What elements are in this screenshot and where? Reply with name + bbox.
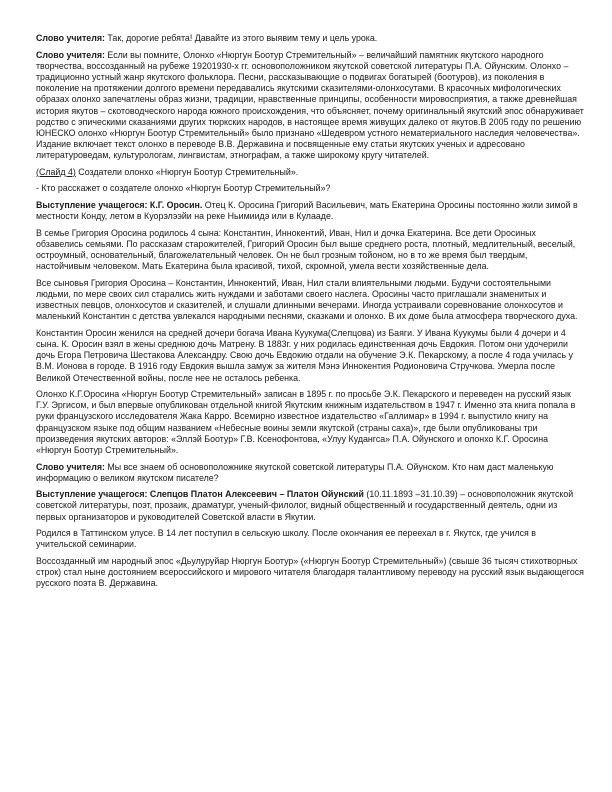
paragraph-text: Воссозданный им народный эпос «Дьулуруйар Нюргун Боотур» («Нюргун Боотур Стремительный») (свыше 36 тысяч стихотворных строк) стал ныне достоянием всероссийского и мирового читателя благодаря талантливому переводу на русский язык выдающегося русского поэта В. Державина. <box>36 555 584 589</box>
paragraph-text: (10.11.1893 –31.10.39) – основоположник якутской советской литературы, поэт, прозаик, драматург, ученый-филолог, видный общественный и государственный деятель, одни из первых организаторов и руководителей Советской власти в Якутии. <box>36 489 574 522</box>
speaker-label: Выступление учащегося: К.Г. Оросин. <box>36 199 203 210</box>
paragraph-text: - Кто расскажет о создателе олонхо «Нюргун Боотур Стремительный»? <box>36 183 331 194</box>
speaker-label: Слово учителя: <box>36 33 105 43</box>
paragraph-text: Мы все знаем об основоположнике якутской советской литературы П.А. Ойунском. Кто нам даст маленькую информацию о великом якутском писателе? <box>36 461 554 483</box>
slide-4-link[interactable]: (Слайд 4) <box>36 166 76 177</box>
paragraph-oyunsky-birth <box>36 528 584 550</box>
paragraph-slide-4 <box>36 167 584 178</box>
paragraph-orosin-sons <box>36 278 584 323</box>
paragraph-olonkho-publication <box>36 389 584 456</box>
paragraph-text: Олонхо К.Г.Оросина «Нюргун Боотур Стремительный» записан в 1895 г. по просьбе Э.К. Пекарского и переведен на русский язык Г.У. Эргисом, и был впервые опубликован отдельной книгой Якутским книжным издательством в 1947 г. Именно эта книга попала в руки французского исследователя Жака Карро. Всемирно известное издательство «Галлимар» в 1994 г. выпустило книгу на французском языке под общим названием «Небесные воины земли якутской (страны саха)», где были опубликованы три произведения якутских авторов: «Эллэй Боотур» Г.В. Ксенофонтова, «Улуу Кудангса» П.А. Ойунского и олонхо К.Г. Оросина «Нюргун Боотур Стремительный». <box>36 389 576 456</box>
speaker-label: Слово учителя: <box>36 49 105 60</box>
paragraph-text: В семье Григория Оросина родилось 4 сына: Константин, Иннокентий, Иван, Нил и дочка Екатерина. Все дети Оросиных обзавелись семьями. По рассказам старожителей, Григорий Оросин был выше среднего роста, плотный, медлительный, веселый, остроумный, основательный, благожелательный человек. Он не был грозным тойоном, но в то же время был твердым, настойчивым человеком. Мать Екатерина была красивой, тихой, скромной, умела вести хозяйственные дела. <box>36 227 576 272</box>
paragraph-question <box>36 183 584 194</box>
paragraph-olonkho-overview <box>36 50 584 162</box>
paragraph-text: Константин Оросин женился на средней дочери богача Ивана Куукума(Слепцова) из Баяги. У Ивана Куукумы были 4 дочери и 4 сына. К. Оросин взял в жены среднюю дочь Матрену. В 1883г. у них родилась единственная дочь Евдокия. Потом они удочерили дочь Егора Петровича Шестакова Александру. Свою дочь Евдокию отдали на обучение Э.К. Пекарскому, а после 4 года училась у В.М. Ионова в городе. В 1916 году Евдокия вышла замуж за жителя Мэнэ Иннокентия Родионовича Стручкова. Умерла после Великой Отечественной войны, после нее не осталось ребенка. <box>36 327 573 383</box>
paragraph-oyunsky-epos <box>36 556 584 590</box>
document-page <box>36 33 584 595</box>
paragraph-text: Все сыновья Григория Оросина – Константин, Иннокентий, Иван, Нил стали влиятельными людьми. Будучи состоятельными людьми, по мере своих сил старались жить нуждами и заботами своего наслега. Оросины часто приглашали знаменитых и известных певцов, олонхосутов и сказителей, и слушали длинными вечерами. Иногда устраивали соревнование олонхосутов и маленький Константин с детства увлекался народными песнями, сказками и олонхо. В их доме была атмосфера творческого духа. <box>36 277 578 322</box>
paragraph-text: Если вы помните, Олонхо «Нюргун Боотур Стремительный» – величайший памятник якутского народного творчества, воссозданный на рубеже 19201930-х гг. основоположником якутской советской литературы П.А. Ойунским. Олонхо – традиционно устный жанр якутского фольклора. Песни, рассказывающие о подвигах богатырей (боотуров), из поколения в поколение на протяжении долгого времени передавались якутскими сказителями-олонхосутами. В красочных мифологических образах олонхо запечатлены образ жизни, традиции, нравственные принципы, особенности мировосприятия, а также древнейшая история якутов – скотоводческого народа южного происхождения, что объясняет, почему оригинальный якутский эпос обнаруживает родство с эпическими сказаниями других тюркских народов, в настоящее время живущих далеко от якутов.В 2005 году по решению ЮНЕСКО олонхо «Нюргун Боотур Стремительный» было признано «Шедевром устного нематериального наследия человечества». Издание включает текст олонхо в переводе В.В. Державина и посвященные ему статьи якутских ученых и адресовано литературоведам, культурологам, лингвистам, этнографам, а также широкому кругу читателей. <box>36 49 584 161</box>
paragraph-orosin-family <box>36 228 584 273</box>
paragraph-student-oyunsky <box>36 489 584 523</box>
paragraph-text: Родился в Таттинском улусе. В 14 лет поступил в сельскую школу. После окончания ее переехал в г. Якутск, где учился в учительской семинарии. <box>36 528 536 550</box>
speaker-label: Слово учителя: <box>36 461 105 472</box>
paragraph-text: Отец К. Оросина Григорий Васильевич, мать Екатерина Оросины постоянно жили зимой в местности Конду, летом в Куорэлээйи на реке Ньимиидэ или в Кулааде. <box>36 199 578 222</box>
speaker-label: Выступление учащегося: Слепцов Платон Алексеевич – Платон Ойунский <box>36 489 364 500</box>
paragraph-text: Создатели олонхо «Нюргун Боотур Стремительный». <box>75 166 299 177</box>
paragraph-student-orosin <box>36 200 584 222</box>
paragraph-teacher-oyunsky <box>36 462 584 484</box>
paragraph-orosin-marriage <box>36 328 584 384</box>
paragraph-teacher-intro <box>36 33 584 44</box>
paragraph-text: Так, дорогие ребята! Давайте из этого выявим тему и цель урока. <box>104 33 378 43</box>
